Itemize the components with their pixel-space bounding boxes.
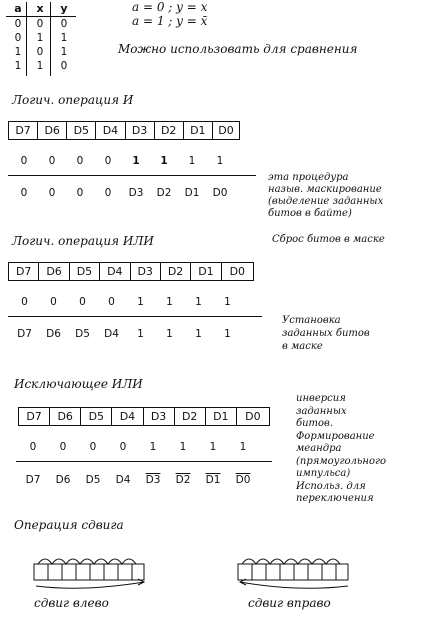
mask-bit: 0 — [59, 441, 67, 453]
bit-cell: D3 — [131, 263, 161, 280]
bit-cell: D5 — [70, 263, 100, 280]
note-line: инверсия — [296, 393, 346, 404]
xor-mask-row — [18, 441, 258, 453]
or-side-note: Сброс битов в маске — [272, 234, 385, 245]
result-bit-inverted: D0 — [235, 474, 251, 486]
result-bit: 0 — [20, 187, 28, 199]
truth-table-hline — [6, 16, 76, 17]
bit-cell: D1 — [184, 122, 213, 139]
bit-cell: D2 — [161, 263, 191, 280]
header-y: y — [60, 2, 68, 15]
or-register — [8, 262, 254, 281]
bit-cell: D0 — [218, 124, 234, 137]
mask-bit: 0 — [104, 155, 112, 167]
note-line: заданных битов — [282, 328, 370, 339]
result-bit: 1 — [137, 328, 144, 340]
bit-cell: D3 — [126, 122, 155, 139]
cell: 1 — [60, 32, 68, 44]
note-line: (прямоугольного — [296, 455, 387, 467]
and-note — [268, 172, 383, 220]
cell: 0 — [14, 18, 22, 30]
result-bit: D6 — [55, 474, 71, 486]
note-line: переключения — [296, 493, 374, 504]
bit-cell: D6 — [38, 122, 67, 139]
truth-table-row — [8, 18, 76, 30]
shift-right-label: сдвиг вправо — [248, 596, 331, 610]
result-bit-inverted: D2 — [175, 474, 191, 486]
note-line: заданных — [296, 405, 347, 417]
mask-bit: 0 — [119, 441, 127, 453]
mask-bit: 1 — [166, 296, 173, 308]
result-bit: D4 — [115, 474, 131, 486]
shift-right-diagram — [228, 552, 378, 592]
result-bit: D2 — [156, 187, 172, 199]
xor-note — [296, 393, 386, 506]
truth-table-row — [8, 60, 76, 72]
mask-bit: 1 — [209, 441, 217, 453]
note-line: битов. — [296, 418, 334, 429]
result-bit-inverted: D1 — [205, 474, 221, 486]
result-bit: 0 — [76, 187, 84, 199]
note-line: Установка — [282, 315, 341, 326]
mask-bit: 1 — [132, 155, 140, 167]
mask-bit: 1 — [224, 296, 231, 308]
and-result-row — [10, 187, 234, 199]
bit-cell: D2 — [155, 122, 184, 139]
mask-bit: 1 — [188, 155, 196, 167]
cell: 1 — [14, 60, 22, 72]
header-a: a — [14, 2, 22, 15]
mask-bit: 1 — [195, 296, 202, 308]
mask-bit: 0 — [20, 155, 28, 167]
bit-cell: D5 — [81, 408, 112, 425]
cell: 0 — [14, 32, 22, 44]
mask-bit: 1 — [179, 441, 187, 453]
bit-cell: D7 — [9, 122, 38, 139]
header-x: x — [36, 2, 44, 15]
note-line: меандра — [296, 443, 342, 454]
note-line: (выделение заданных — [268, 196, 384, 207]
result-bit: D3 — [128, 187, 144, 199]
and-title: Логич. операция И — [12, 93, 134, 107]
xor-result-row — [18, 474, 258, 486]
note-line: битов в байте) — [268, 208, 352, 219]
bit-cell: D2 — [175, 408, 206, 425]
result-bit: D7 — [25, 474, 41, 486]
bit-cell: D4 — [96, 122, 125, 139]
or-result-row — [10, 328, 242, 340]
truth-table-header — [8, 2, 76, 15]
or-mask-row — [10, 296, 242, 308]
mask-bit: 0 — [89, 441, 97, 453]
shift-left-diagram — [24, 552, 174, 592]
truth-table — [6, 2, 82, 76]
note-line: назыв. маскирование — [268, 184, 382, 195]
mask-bit: 1 — [137, 296, 144, 308]
bit-cell: D7 — [19, 408, 50, 425]
xor-register — [18, 407, 270, 426]
result-bit: 1 — [166, 328, 173, 340]
bit-cell: D1 — [191, 263, 221, 280]
compare-note: Можно использовать для сравнения — [118, 42, 358, 56]
bit-cell: D4 — [100, 263, 130, 280]
shift-title: Операция сдвига — [14, 518, 124, 532]
bit-cell: D4 — [112, 408, 143, 425]
or-title: Логич. операция ИЛИ — [12, 234, 154, 248]
result-bit: 1 — [224, 328, 231, 340]
shift-left-label: сдвиг влево — [34, 596, 109, 610]
mask-bit: 0 — [21, 296, 28, 308]
mask-bit: 0 — [108, 296, 115, 308]
bit-cell: D7 — [9, 263, 39, 280]
and-mask-row — [10, 155, 234, 167]
xor-rule-1: a = 0 ; y = x — [132, 0, 208, 14]
mask-bit: 0 — [50, 296, 57, 308]
xor-rule-2: a = 1 ; y = x̄ — [132, 14, 208, 28]
xor-title: Исключающее ИЛИ — [14, 377, 143, 391]
mask-bit: 0 — [79, 296, 86, 308]
cell: 0 — [60, 18, 68, 30]
bit-cell: D0 — [245, 410, 261, 423]
note-line: эта процедура — [268, 172, 349, 183]
mask-bit: 0 — [29, 441, 37, 453]
result-bit: D1 — [184, 187, 200, 199]
cell: 0 — [36, 46, 44, 58]
note-line: Формирование — [296, 430, 375, 442]
result-bit-inverted: D3 — [145, 474, 161, 486]
cell: 1 — [36, 60, 44, 72]
result-bit: D4 — [104, 328, 119, 340]
cell: 0 — [36, 18, 44, 30]
note-line: Использ. для — [296, 480, 366, 492]
note-line: в маске — [282, 341, 323, 352]
bit-cell: D1 — [206, 408, 237, 425]
result-bit: 0 — [104, 187, 112, 199]
result-bit: 1 — [195, 328, 202, 340]
mask-bit: 1 — [149, 441, 157, 453]
and-divider — [8, 175, 256, 176]
mask-bit: 1 — [216, 155, 224, 167]
and-register — [8, 121, 240, 140]
mask-bit: 0 — [48, 155, 56, 167]
bit-cell: D6 — [50, 408, 81, 425]
cell: 0 — [60, 60, 68, 72]
cell: 1 — [14, 46, 22, 58]
bit-cell: D0 — [229, 265, 246, 278]
result-bit: D0 — [212, 187, 228, 199]
result-bit: D5 — [75, 328, 90, 340]
or-note — [282, 314, 370, 353]
result-bit: D5 — [85, 474, 101, 486]
bit-cell: D3 — [144, 408, 175, 425]
note-line: импульса) — [296, 468, 351, 479]
truth-table-row — [8, 32, 76, 44]
cell: 1 — [60, 46, 68, 58]
bit-cell: D6 — [39, 263, 69, 280]
truth-table-row — [8, 46, 76, 58]
xor-divider — [16, 461, 272, 462]
mask-bit: 1 — [160, 155, 168, 167]
result-bit: D6 — [46, 328, 61, 340]
mask-bit: 0 — [76, 155, 84, 167]
or-divider — [8, 316, 262, 317]
result-bit: D7 — [17, 328, 32, 340]
bit-cell: D5 — [67, 122, 96, 139]
mask-bit: 1 — [239, 441, 247, 453]
result-bit: 0 — [48, 187, 56, 199]
cell: 1 — [36, 32, 44, 44]
